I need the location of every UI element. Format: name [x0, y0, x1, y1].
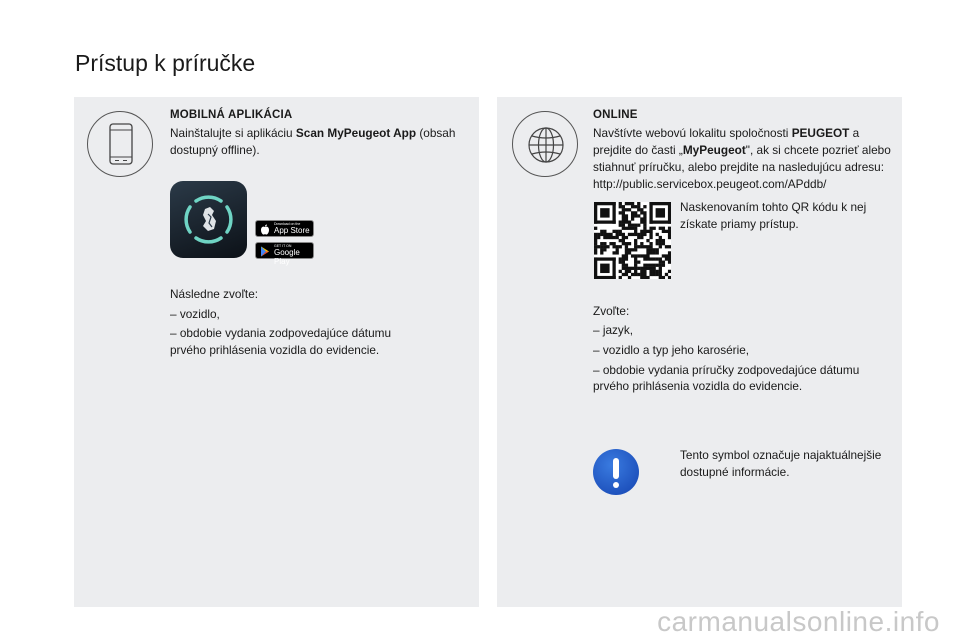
watermark: carmanualsonline.info	[657, 606, 940, 637]
mobile-app-panel	[74, 97, 479, 607]
list-item: – vozidlo,	[170, 307, 220, 321]
apple-icon	[260, 224, 270, 235]
google-play-icon	[260, 246, 270, 257]
qr-instructions: Naskenovaním tohto QR kódu k nej získate priamy prístup.	[680, 200, 867, 231]
then-select-label: Následne zvoľte:	[170, 287, 259, 301]
list-item: – vozidlo a typ jeho karosérie,	[593, 343, 750, 357]
smartphone-icon	[87, 111, 153, 177]
select-label: Zvoľte:	[593, 304, 630, 318]
latest-info-notice: Tento symbol označuje najaktuálnejšie dostupné informácie.	[680, 448, 882, 479]
qr-code[interactable]	[594, 202, 671, 279]
online-panel	[497, 97, 902, 607]
scan-mypeugeot-app-logo	[170, 181, 247, 258]
mobile-intro: Nainštalujte si aplikáciu Scan MyPeugeot App (obsah dostupný offline).	[170, 126, 456, 157]
exclamation-icon	[593, 449, 639, 495]
google-play-badge[interactable]: GET IT ON Google Play	[255, 242, 314, 259]
mobile-heading: MOBILNÁ APLIKÁCIA	[170, 109, 293, 121]
app-store-badge[interactable]: Download on the App Store	[255, 220, 314, 237]
online-heading: ONLINE	[593, 109, 638, 121]
list-item: – obdobie vydania zodpovedajúce dátumu	[170, 326, 392, 340]
list-item-continuation: prvého prihlásenia vozidla do evidencie.	[170, 343, 380, 357]
online-intro: Navštívte webovú lokalitu spoločnosti PEUGEOT a prejdite do časti „MyPeugeot", ak si chcete pozrieť alebo stiahnuť príručku, alebo prejdite na nasledujúcu adresu:	[593, 126, 891, 174]
list-item-continuation: prvého prihlásenia vozidla do evidencie.	[593, 379, 803, 393]
manual-url-link[interactable]: http://public.servicebox.peugeot.com/APddb/	[593, 177, 827, 191]
list-item: – obdobie vydania príručky zodpovedajúce dátumu	[593, 363, 860, 377]
list-item: – jazyk,	[593, 323, 633, 337]
page-title: Prístup k príručke	[75, 50, 256, 76]
globe-icon	[512, 111, 578, 177]
